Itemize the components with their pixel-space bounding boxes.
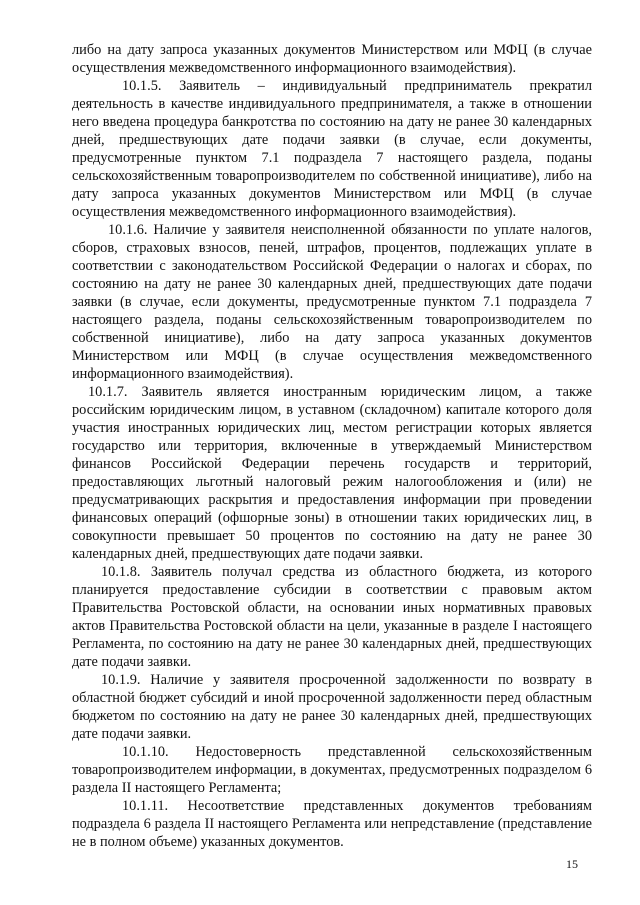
paragraph-10-1-9: 10.1.9. Наличие у заявителя просроченной задолженности по возврату в областной бюджет субсидий и иной просроченной задолженности перед областным бюджетом по состоянию на дату не ранее 30 календарных дней, предшествующих дате подачи заявки. <box>72 672 592 742</box>
paragraph-10-1-5: 10.1.5. Заявитель – индивидуальный предприниматель прекратил деятельность в качестве индивидуального предпринимателя, а также в отношении него введена процедура банкротства по состоянию на дату не ранее 30 календарных дней, предшествующих дате подачи заявки (в случае, если документы, предусмотренные пунктом 7.1 подраздела 7 настоящего раздела, поданы сельскохозяйственным товаропроизводителем по собственной инициативе), либо на дату запроса указанных документов Министерством или МФЦ (в случае осуществления межведомственного информационного взаимодействия). <box>72 78 592 220</box>
paragraph-10-1-8: 10.1.8. Заявитель получал средства из областного бюджета, из которого планируется предоставление субсидии в соответствии с правовым актом Правительства Ростовской области, на основании иных нормативных правовых актов Правительства Ростовской области на цели, указанные в разделе I настоящего Регламента, по состоянию на дату не ранее 30 календарных дней, предшествующих дате подачи заявки. <box>72 564 592 670</box>
paragraph-continuation: либо на дату запроса указанных документов Министерством или МФЦ (в случае осуществления межведомственного информационного взаимодействия). <box>72 42 592 76</box>
document-page <box>72 41 592 851</box>
paragraph-10-1-6: 10.1.6. Наличие у заявителя неисполненной обязанности по уплате налогов, сборов, страховых взносов, пеней, штрафов, процентов, подлежащих уплате в соответствии с законодательством Российской Федерации о налогах и сборах, по состоянию на дату не ранее 30 календарных дней, предшествующих дате подачи заявки (в случае, если документы, предусмотренные пунктом 7.1 подраздела 7 настоящего раздела, поданы сельскохозяйственным товаропроизводителем по собственной инициативе), либо на дату запроса указанных документов Министерством или МФЦ (в случае осуществления межведомственного информационного взаимодействия). <box>72 222 592 382</box>
paragraph-10-1-10: 10.1.10. Недостоверность представленной сельскохозяйственным товаропроизводителем информации, в документах, предусмотренных подразделом 6 раздела II настоящего Регламента; <box>72 744 592 796</box>
paragraph-10-1-7: 10.1.7. Заявитель является иностранным юридическим лицом, а также российским юридическим лицом, в уставном (складочном) капитале которого доля участия иностранных юридических лиц, местом регистрации которых является государство или территория, включенные в утверждаемый Министерством финансов Российской Федерации перечень государств и территорий, предоставляющих льготный налоговый режим налогообложения и (или) не предусматривающих раскрытия и предоставления информации при проведении финансовых операций (офшорные зоны) в отношении таких юридических лиц, в совокупности превышает 50 процентов по состоянию на дату не ранее 30 календарных дней, предшествующих дате подачи заявки. <box>72 384 592 562</box>
page-number: 15 <box>566 857 578 871</box>
paragraph-10-1-11: 10.1.11. Несоответствие представленных документов требованиям подраздела 6 раздела II настоящего Регламента или непредставление (представление не в полном объеме) указанных документов. <box>72 798 592 850</box>
